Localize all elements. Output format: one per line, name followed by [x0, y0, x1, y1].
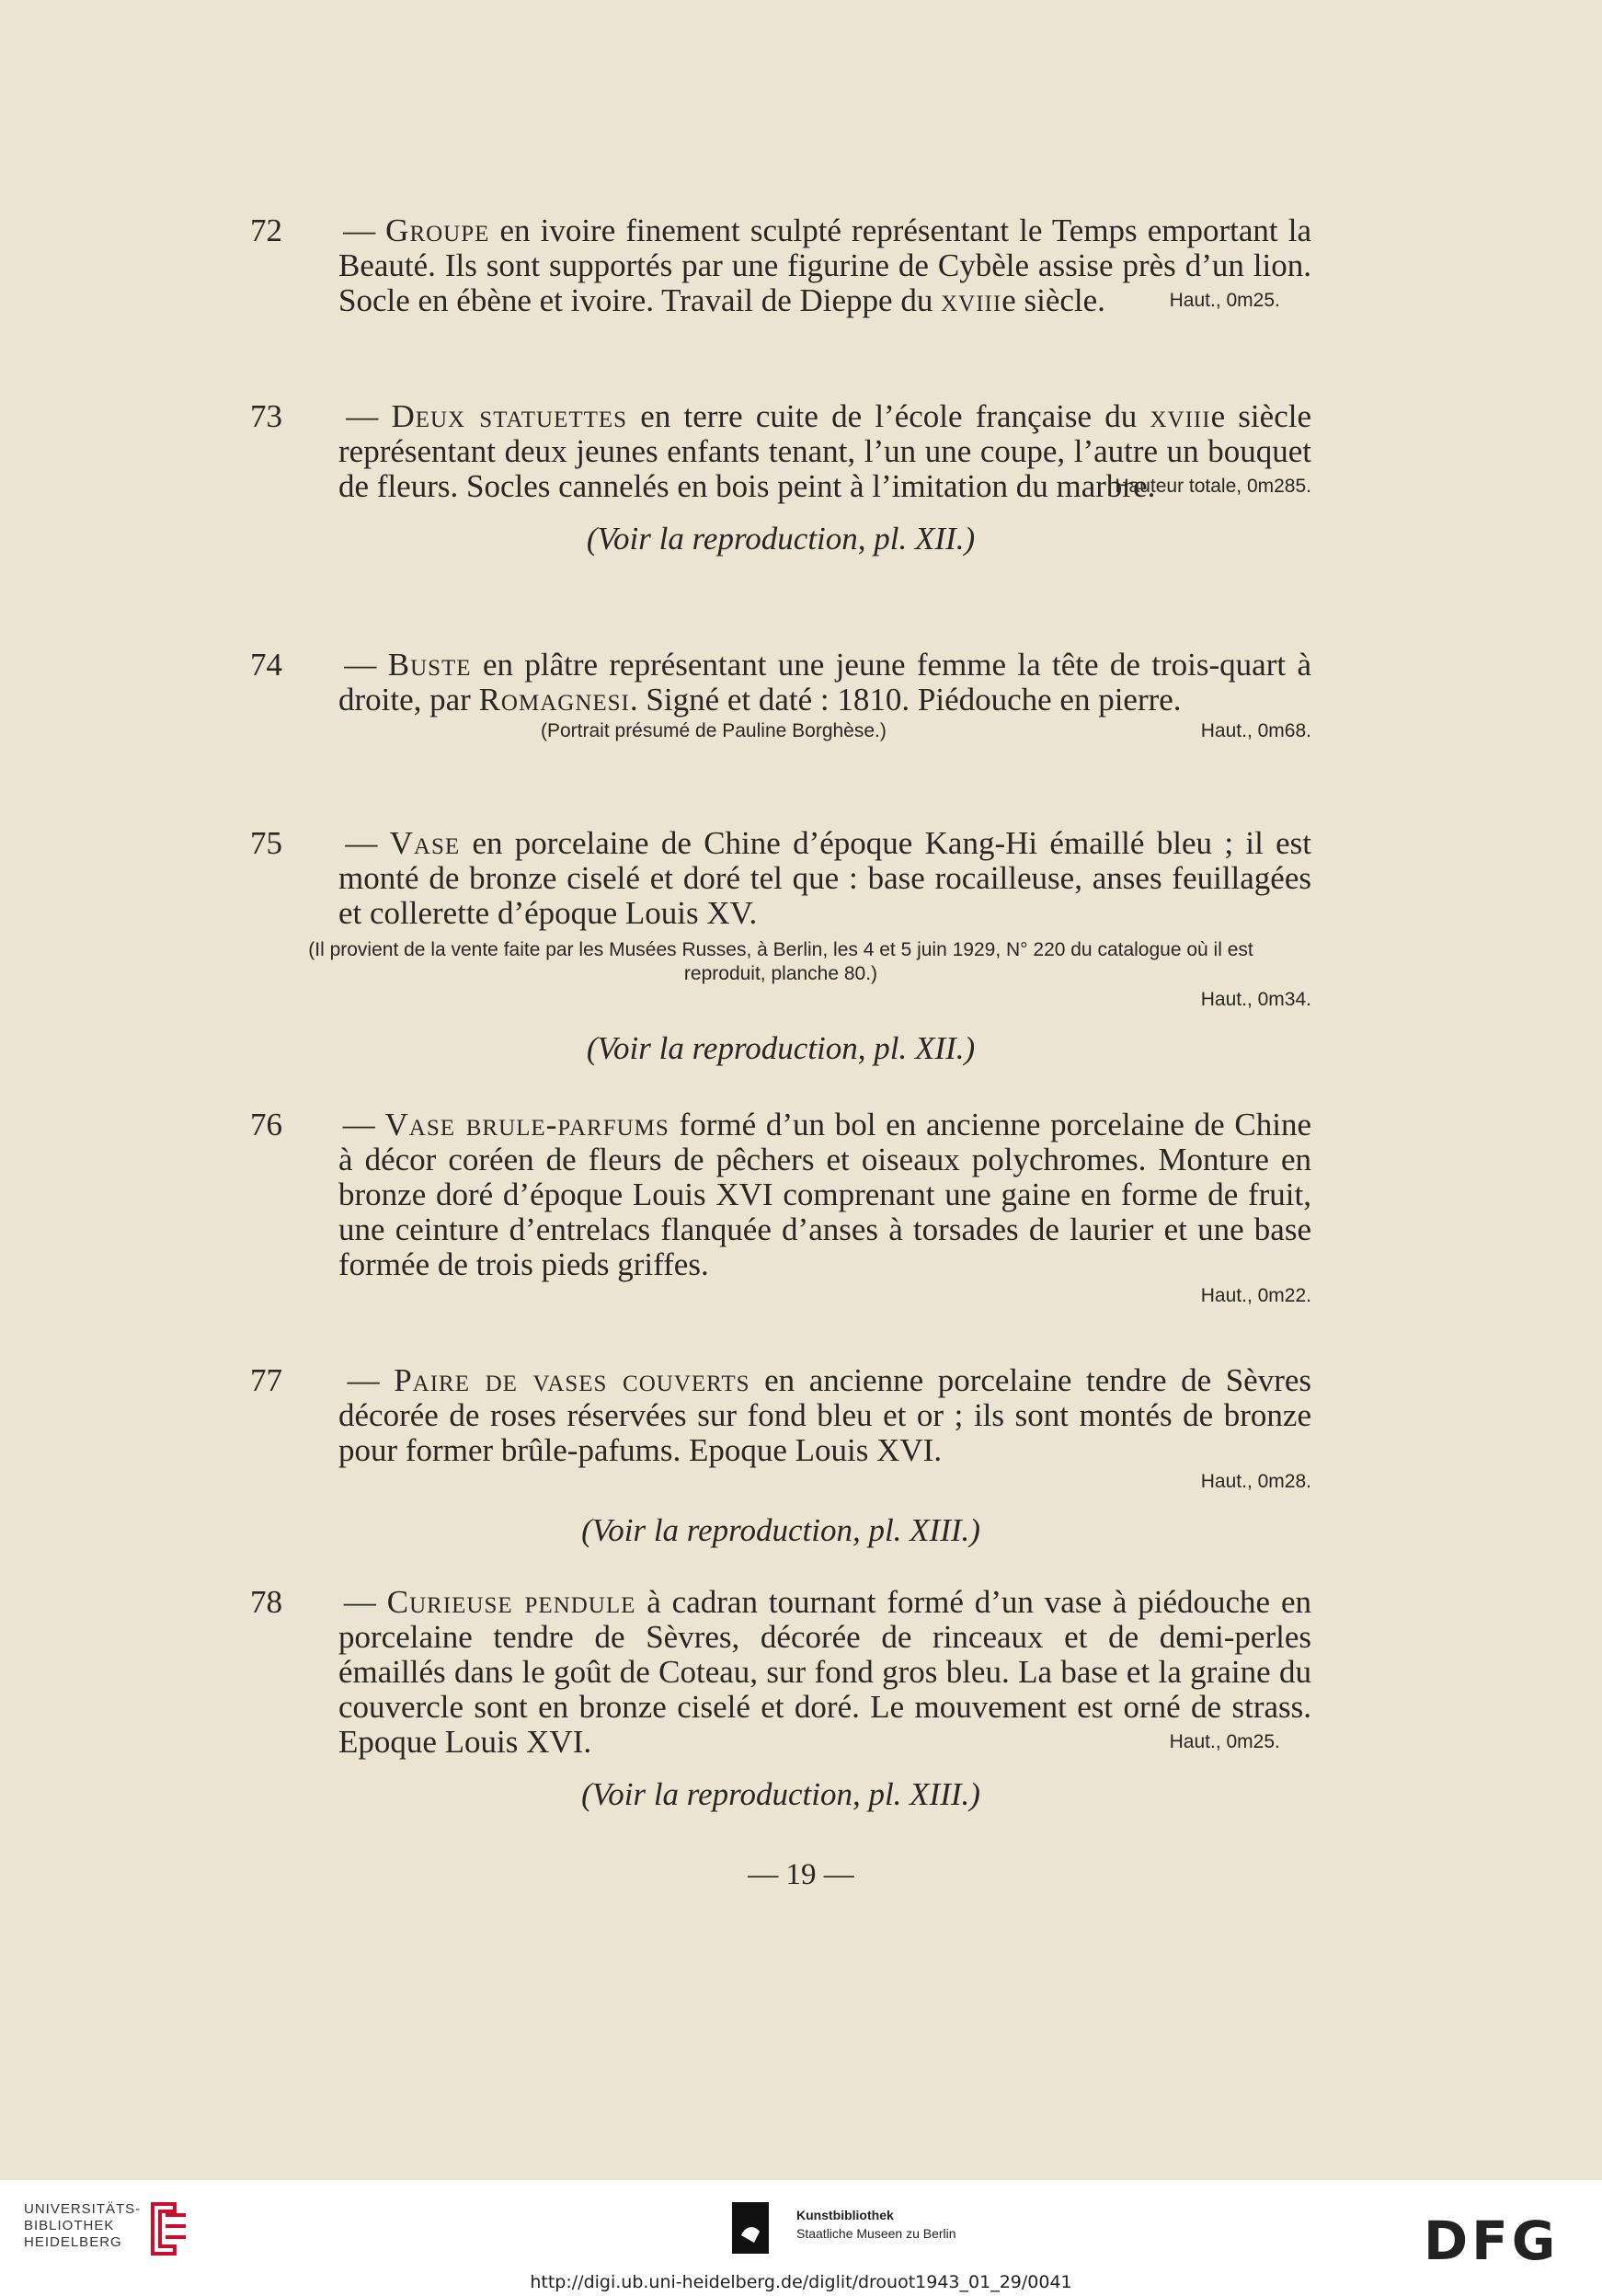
lot-75 [250, 826, 1311, 1067]
lot-height: Haut., 0m25. [1169, 290, 1280, 311]
lot-77-description: 77 — Paire de vases couverts en ancienne porcelaine tendre de Sèvres décorée de roses réservées sur fond bleu et or ; ils sont montés de bronze pour former brûle-pafums. Epoque Louis XVI. [250, 1362, 1312, 1468]
lot-heading: Vase brule-parfums [384, 1107, 669, 1142]
lot-75-description: 75 — Vase en porcelaine de Chine d’époque Kang-Hi émaillé bleu ; il est monté de bronze ciselé et doré tel que : base rocailleuse, anses feuillagées et collerette d’époque Louis XV. [250, 825, 1311, 931]
dfg-logo[interactable]: DFG [1424, 2210, 1560, 2272]
reproduction-reference: (Voir la reproduction, pl. XII.) [586, 1030, 976, 1066]
lot-note: (Portrait présumé de Pauline Borghèse.) [541, 720, 887, 741]
permalink-url[interactable]: http://digi.ub.uni-heidelberg.de/diglit/drouot1943_01_29/0041 [530, 2272, 1072, 2292]
artist-name: Romagnesi [478, 682, 630, 718]
lot-height: Haut., 0m68. [1200, 720, 1311, 741]
lot-heading: Vase [389, 825, 461, 861]
lot-heading: Groupe [385, 212, 490, 248]
lot-77 [250, 1363, 1311, 1549]
lot-73-description: 73 — Deux statuettes en terre cuite de l’école française du xviiie siècle représentant deux jeunes enfants tenant, l’un une coupe, l’autre un bouquet de fleurs. Socles cannelés en bois peint à l’imitation du marbre. Hauteur totale, 0m285. [250, 398, 1311, 504]
reproduction-reference: (Voir la reproduction, pl. XII.) [586, 521, 976, 557]
lot-72 [250, 213, 1311, 318]
lot-heading: Curieuse pendule [386, 1584, 636, 1620]
lot-78 [250, 1585, 1311, 1813]
lot-number: 75 [250, 825, 282, 861]
lot-number: 78 [250, 1584, 282, 1620]
ub-heidelberg-wordmark[interactable]: UNIVERSITÄTS- BIBLIOTHEK HEIDELBERG [24, 2201, 142, 2250]
lot-74-footer [250, 718, 1311, 745]
reproduction-reference: (Voir la reproduction, pl. XIII.) [581, 1776, 980, 1812]
lot-heading: Deux statuettes [391, 398, 628, 434]
lot-heading: Buste [387, 647, 472, 683]
lot-number: 74 [250, 647, 282, 683]
lot-72-description: 72 — Groupe en ivoire finement sculpté représentant le Temps emportant la Beauté. Ils sont supportés par une figurine de Cybèle assise près d’un lion. Socle en ébène et ivoire. Travail de Dieppe du xviiie siècle. Haut., 0m25. [250, 212, 1311, 318]
lot-height: Haut., 0m25. [1169, 1731, 1280, 1752]
kunstbibliothek-wordmark[interactable]: Kunstbibliothek Staatliche Museen zu Berlin [796, 2208, 956, 2241]
lot-76 [250, 1108, 1311, 1310]
ub-heidelberg-logo-icon[interactable] [147, 2198, 191, 2259]
lot-74 [250, 648, 1311, 745]
lot-height: Haut., 0m28. [1200, 1471, 1311, 1492]
lot-note: (Il provient de la vente faite par les Musées Russes, à Berlin, les 4 et 5 juin 1929, N° 220 du catalogue où il est reproduit, planche 80.) [308, 939, 1253, 984]
lot-number: 76 [250, 1107, 282, 1142]
lot-heading: Paire de vases couverts [394, 1362, 750, 1398]
lot-76-description: 76 — Vase brule-parfums formé d’un bol en ancienne porcelaine de Chine à décor coréen de fleurs de pêchers et oiseaux polychromes. Monture en bronze doré d’époque Louis XVI comprenant une gaine en forme de fruit, une ceinture d’entrelacs flanquée d’anses à torsades de laurier et une base formée de trois pieds griffes. [250, 1107, 1312, 1282]
lot-number: 72 [250, 212, 282, 248]
lot-number: 73 [250, 398, 282, 434]
lot-height: Haut., 0m22. [1200, 1285, 1311, 1306]
reproduction-reference: (Voir la reproduction, pl. XIII.) [581, 1512, 980, 1548]
page-number: — 19 — [748, 1858, 854, 1891]
lot-height: Hauteur totale, 0m285. [1115, 476, 1311, 497]
lot-78-description: 78 — Curieuse pendule à cadran tournant formé d’un vase à piédouche en porcelaine tendre de Sèvres, décorée de rinceaux et de demi-perles émaillés dans le goût de Coteau, sur fond gros bleu. La base et la graine du couvercle sont en bronze ciselé et doré. Le mouvement est orné de strass. Epoque Louis XVI. Haut., 0m25. [250, 1584, 1312, 1760]
lot-74-description: 74 — Buste en plâtre représentant une jeune femme la tête de trois-quart à droite, par Romagnesi. Signé et daté : 1810. Piédouche en pierre. [250, 647, 1311, 718]
kunstbibliothek-logo-icon[interactable] [732, 2202, 769, 2254]
lot-number: 77 [250, 1362, 282, 1398]
lot-height: Haut., 0m34. [1200, 989, 1311, 1010]
lot-73 [250, 399, 1311, 557]
